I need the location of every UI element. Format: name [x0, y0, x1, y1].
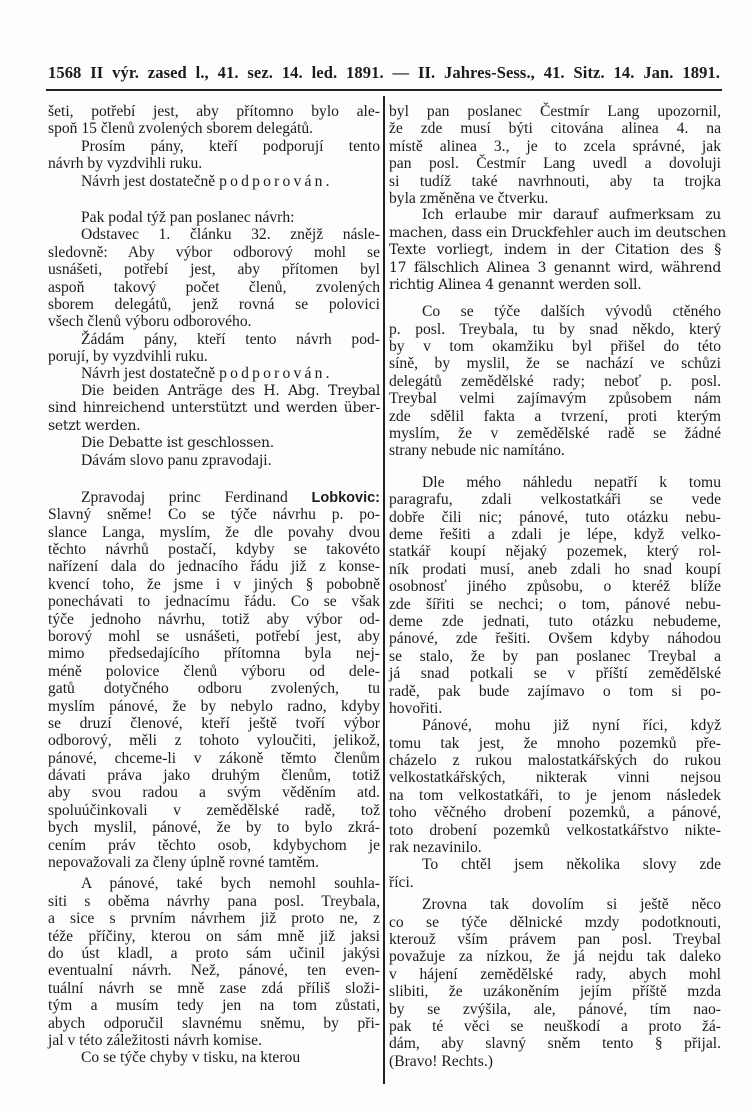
text-line: Prosím pány, kteří podporují tento — [81, 137, 380, 155]
text-line: tým a musím tedy jen na tom zůstati, — [48, 997, 380, 1015]
page-header: 1568 II výr. zased l., 41. sez. 14. led. 1891. — II. Jahres-Sess., 41. Sitz. 14. Jan. 1891. — [48, 63, 720, 82]
text-line: říci. — [389, 873, 414, 891]
text-line: hovořiti. — [389, 699, 443, 717]
text-line: deme řešiti a zdali je lépe, když velko- — [389, 525, 721, 543]
text-line: tomu tak jest, že mnoho pozemků pře- — [389, 734, 721, 752]
text-line: ník prodati musí, aneb zdali ho snad koupí — [389, 560, 721, 578]
text-line: myslím pánové, že by nebylo radno, kdyby — [48, 697, 380, 715]
text-line: by se zvýšila, ale, pánové, tím nao- — [389, 1000, 721, 1018]
text-line: Pánové, mohu již nyní říci, když — [422, 717, 721, 735]
text-line: mimo předsedajícího přítomna byla nej- — [48, 645, 380, 663]
paragraph — [48, 1049, 380, 1066]
paragraph — [48, 226, 380, 330]
column-divider — [383, 96, 385, 1084]
text-line — [48, 489, 380, 506]
text-segment: Návrh jest dostatečně — [81, 172, 220, 190]
text-segment: Zpravodaj princ Ferdinand — [81, 488, 312, 506]
paragraph — [48, 383, 380, 435]
paragraph — [389, 474, 721, 717]
left-column — [48, 103, 380, 1067]
text-line: cházelo z rukou malostatkářských do rukou — [389, 752, 721, 770]
emphasis-text: podporován. — [219, 172, 333, 190]
text-line: velkostatkářských, nikterak vinni nejsou — [389, 769, 721, 787]
text-line: setzt werden. — [48, 417, 141, 434]
emphasis-text: podporován. — [219, 365, 333, 383]
text-line: dobře čili nic; pánové, tuto otázku nebu- — [389, 508, 721, 526]
text-line: dávati práva jako druhým členům, totiž — [48, 767, 380, 785]
text-line: Co se týče dalších vývodů ctěného — [422, 303, 721, 321]
text-line: (Bravo! Rechts.) — [389, 1052, 493, 1070]
text-line: Pak podal týž pan poslanec návrh: — [81, 208, 295, 226]
text-line: všech členů výboru odborového. — [48, 313, 252, 331]
text-line: usnášeti, potřebí jest, aby přítomen byl — [48, 261, 380, 279]
text-line: tuální návrh se mně zase zdá příliš složi- — [48, 979, 380, 997]
text-line: sind hinreichend unterstützt und werden über- — [48, 400, 380, 417]
paragraph — [48, 452, 380, 469]
text-line: Die beiden Anträge des H. Abg. Treybal — [81, 382, 380, 399]
text-line: se druzí členové, kteří ještě tvoří výbor — [48, 714, 380, 732]
text-line: do úst kladl, a proto sám učinil jakýsi — [48, 944, 380, 962]
text-line: pánové, zde řešiti. Ovšem kdyby náhodou — [389, 630, 721, 648]
text-line: na tom velkostatkáři, to je jenom následek — [389, 786, 721, 804]
text-line: odborový, měli z tohoto vyloučiti, jelikož, — [48, 732, 380, 750]
paragraph — [389, 103, 721, 207]
text-line: spoň 15 členů zvolených sborem delegátů. — [48, 120, 314, 138]
text-line: myslím, že v zemědělské radě se žádné — [389, 425, 721, 443]
text-line: Dle mého náhledu nepatří k tomu — [422, 473, 721, 491]
text-line: siti s oběma návrhy pana posl. Treybala, — [48, 892, 380, 910]
text-line: síně, by myslil, že se nachází ve schůzi — [389, 355, 721, 373]
text-line: eventualní návrh. Než, pánové, ten even- — [48, 962, 380, 980]
text-line: delegátů zemědělské rady; neboť p. posl. — [389, 372, 721, 390]
paragraph — [48, 138, 380, 173]
text-line: borový mohl se usnášeti, potřebí jest, aby — [48, 627, 380, 645]
speaker-name: Lobkovic: — [311, 489, 380, 506]
text-line: zde sdělil fakta a tvrzení, proti kterým — [389, 407, 721, 425]
text-line: Slavný sněme! Co se týče návrhu p. po- — [48, 506, 380, 524]
paragraph — [48, 331, 380, 366]
text-line: Dávám slovo panu zpravodaji. — [81, 452, 272, 470]
text-line: osobnosť jiného způsobu, o kteréž blíže — [389, 578, 721, 596]
text-line: aby svou radou a svým věděním atd. — [48, 784, 380, 802]
text-line: slibiti, že uzákoněním jejím příště mzda — [389, 983, 721, 1001]
text-line: kterouž vším právem pan posl. Treybal — [389, 930, 721, 948]
text-line: dám, aby slavný sněm tento § přijal. — [389, 1035, 721, 1053]
text-line: Zrovna tak dovolím si ještě něco — [422, 896, 721, 914]
paragraph — [48, 435, 380, 452]
text-line: méně polovice členů výboru od dele- — [48, 662, 380, 680]
text-line: byla změněna ve čtverku. — [389, 189, 549, 207]
text-line: byl pan poslanec Čestmír Lang upozornil, — [389, 103, 721, 120]
text-line: toho věčného drobení pozemků, a pánové, — [389, 804, 721, 822]
text-line: aspoň takový počet členů, zvolených — [48, 278, 380, 296]
paragraph — [389, 207, 726, 294]
paragraph — [48, 489, 380, 872]
text-line: p. posl. Treybala, tu by snad někdo, který — [389, 320, 721, 338]
text-line: Treybal velmi zajímavým způsobem nám — [389, 390, 721, 408]
text-line: bych myslil, pánové, že by to bylo zkrá- — [48, 819, 380, 837]
right-column — [389, 103, 726, 1070]
text-line: A pánové, také bych nemohl souhla- — [81, 875, 380, 893]
text-line: nařízení dala do jednacího řádu již z konse- — [48, 558, 380, 576]
text-line: gatů dotyčného odboru zvolených, tu — [48, 680, 380, 698]
paragraph — [48, 209, 380, 226]
text-line: Texte vorliegt, indem in der Citation des § — [389, 242, 721, 259]
text-line: v hájení zemědělské rady, abych mohl — [389, 965, 721, 983]
text-line: a sice s prvním návrhem již proto ne, z — [48, 910, 380, 928]
paragraph — [389, 303, 721, 460]
text-line: kvencí toho, že jsme i v jiných § pobobně — [48, 575, 380, 593]
text-line: pak té věci se neuškodí a proto žá- — [389, 1017, 721, 1035]
text-line: téže příčiny, kterou on sám mně již jaksi — [48, 927, 380, 945]
text-line: Odstavec 1. článku 32. znějž násle- — [81, 226, 380, 244]
text-line: To chtěl jsem několika slovy zde — [422, 856, 721, 874]
text-line: pan posl. Čestmír Lang uvedl a dovoluji — [389, 155, 721, 173]
paragraph — [48, 365, 380, 382]
text-line: deme zde jednati, tuto otázku nebudeme, — [389, 612, 721, 630]
text-line: abych odporučil slavnému sněmu, by při- — [48, 1014, 380, 1032]
text-line: toto drobení pozemků velkostatkářstvo nikte- — [389, 821, 721, 839]
text-line: radě, pak bude zajímavo o tom si po- — [389, 682, 721, 700]
text-line: Co se týče chyby v tisku, na kterou — [81, 1049, 301, 1067]
text-line: já snad potkali se v příští zemědělské — [389, 665, 721, 683]
text-line: sborem delegátů, jenž rovná se polovici — [48, 295, 380, 313]
text-line: Žádám pány, kteří tento návrh pod- — [81, 330, 380, 348]
text-line: jal v této záležitosti návrh komise. — [48, 1031, 262, 1049]
paragraph — [48, 103, 380, 138]
text-line: návrh by vyzdvihli ruku. — [48, 155, 203, 173]
text-line: ponechávati to jednacímu řádu. Co se však — [48, 593, 380, 611]
text-line: pánové, chceme-li v zákoně těmto členům — [48, 749, 380, 767]
header-rule — [46, 89, 722, 91]
paragraph — [389, 856, 721, 891]
text-line: strany nebude nic namítáno. — [389, 442, 565, 460]
text-line: richtig Alinea 4 genannt werden soll. — [389, 276, 642, 293]
text-line: rak nezavinilo. — [389, 839, 482, 857]
text-line: by v tom okamžiku byl přišel do této — [389, 338, 721, 356]
text-line: machen, dass ein Druckfehler auch im deutschen — [389, 224, 726, 241]
text-line: šeti, potřebí jest, aby přítomno bylo ale- — [48, 103, 380, 120]
text-line: zde šířiti se nechci; o tom, pánové nebu- — [389, 595, 721, 613]
text-line: týče jednoho návrhu, totiž aby výbor od- — [48, 610, 380, 628]
text-line: že zde musí býti citována alinea 4. na — [389, 120, 721, 138]
text-line: nepovažovali za členy úplně rovné tamtěm. — [48, 854, 320, 872]
text-line: paragrafu, zdali velkostatkáři se vede — [389, 491, 721, 509]
paragraph — [48, 173, 380, 190]
text-line: co se týče dělnické mzdy podotknouti, — [389, 913, 721, 931]
paragraph — [48, 875, 380, 1049]
text-line: považuje za nízkou, že já nejdu tak daleko — [389, 948, 721, 966]
text-line: si tudíž také navrhnouti, aby ta trojka — [389, 172, 721, 190]
text-line: Ich erlaube mir darauf aufmerksam zu — [422, 207, 721, 224]
text-line: slance Langa, myslím, že dle povahy dvou — [48, 523, 380, 541]
text-line: místě alinea 3., je to zcela správné, jak — [389, 137, 721, 155]
text-segment: Návrh jest dostatečně — [81, 365, 220, 383]
text-line: statkář koupí nějaký pozemek, který rol- — [389, 543, 721, 561]
text-line: těchto návrhů postačí, kdyby se takovéto — [48, 540, 380, 558]
text-line: porují, by vyzdvihli ruku. — [48, 348, 208, 366]
text-line: sledovně: Aby výbor odborový mohl se — [48, 243, 380, 261]
paragraph — [389, 896, 721, 1070]
text-line: Die Debatte ist geschlossen. — [81, 435, 274, 452]
paragraph — [389, 717, 721, 856]
text-line: se stalo, že by pan poslanec Treybal a — [389, 647, 721, 665]
text-line: 17 fälschlich Alinea 3 genannt wird, während — [389, 259, 721, 276]
text-line: spoluúčinkovali v zemědělské radě, tož — [48, 801, 380, 819]
text-line: cením práv těchto osob, kdybychom je — [48, 836, 380, 854]
text-line — [48, 365, 380, 382]
text-line — [48, 173, 380, 190]
